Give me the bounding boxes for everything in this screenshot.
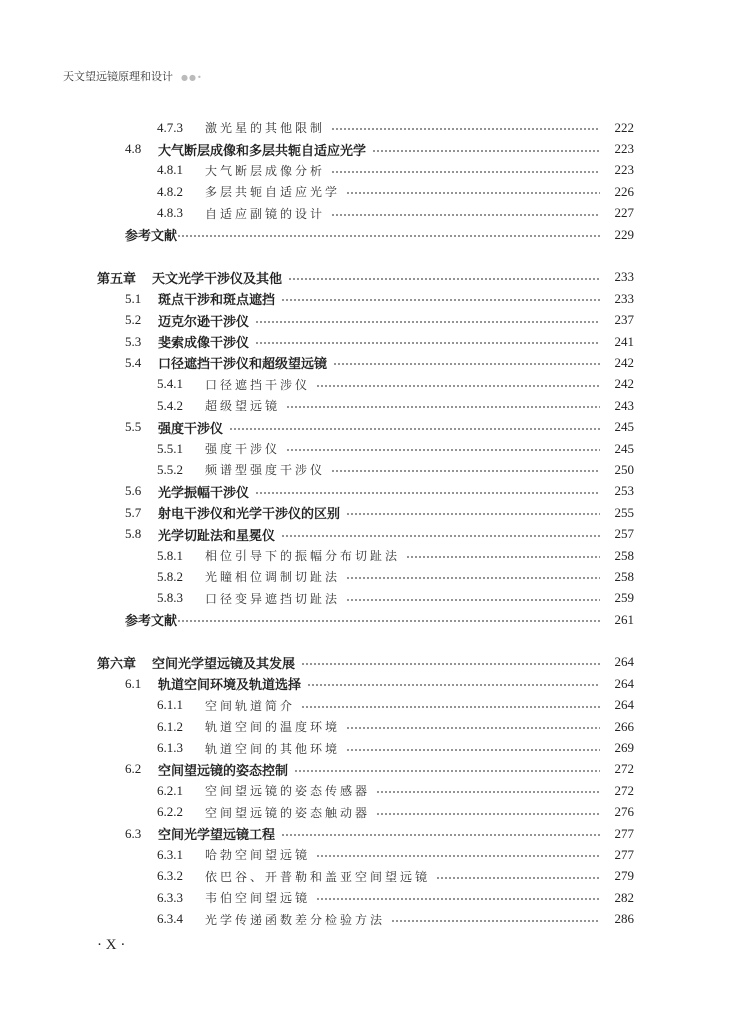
running-title: 天文望远镜原理和设计 [63,70,173,83]
entry-number: 4.8.2 [157,183,183,199]
dot-leader [346,577,600,579]
toc-entry[interactable] [0,588,730,609]
entry-page: 255 [614,504,634,520]
header-ornament: ●●• [181,73,203,82]
dot-leader [281,535,600,537]
entry-title: 口径变异遮挡切趾法 [205,591,341,606]
toc-spacer [0,245,730,266]
entry-number: 6.3.3 [157,889,183,905]
entry-title: 韦伯空间望远镜 [205,891,311,906]
entry-number: 6.1.2 [157,718,183,734]
entry-number: 5.8.2 [157,568,183,584]
dot-leader [286,449,600,451]
dot-leader [346,727,600,729]
toc-entry[interactable] [0,502,730,523]
entry-number: 5.3 [125,333,142,349]
entry-page: 258 [614,568,634,584]
toc-entry[interactable] [0,545,730,566]
toc-entry[interactable] [0,288,730,309]
entry-page: 223 [614,162,634,178]
entry-title: 光学传递函数差分检验方法 [205,912,386,927]
toc-entry[interactable] [0,138,730,159]
entry-title: 强度干涉仪 [205,442,281,457]
toc-chapter[interactable] [0,652,730,673]
toc-entry[interactable] [0,416,730,437]
entry-page: 257 [614,526,634,542]
entry-number: 5.2 [125,312,142,328]
dot-leader [286,406,600,408]
entry-title: 频谱型强度干涉仪 [205,463,326,478]
dot-leader [346,749,600,751]
entry-number: 6.1.1 [157,697,183,713]
toc-references[interactable] [0,224,730,245]
toc-entry[interactable] [0,438,730,459]
entry-number: 5.4.1 [157,376,183,392]
entry-number: 5.5 [125,419,142,435]
dot-leader [316,855,600,857]
entry-title: 大气断层成像分析 [205,163,326,178]
toc-entry[interactable] [0,395,730,416]
entry-title: 轨道空间的温度环境 [205,720,341,735]
entry-page: 250 [614,461,634,477]
entry-page: 222 [614,119,634,135]
toc-entry[interactable] [0,759,730,780]
entry-number: 第六章 [97,656,137,672]
entry-title: 口径遮挡干涉仪和超级望远镜 [158,357,328,373]
entry-number: 4.8 [125,141,142,157]
entry-page: 243 [614,397,634,413]
entry-title: 多层共轭自适应光学 [205,185,341,200]
dot-leader [301,706,600,708]
toc-chapter[interactable] [0,267,730,288]
entry-page: 272 [614,782,634,798]
entry-number: 6.2 [125,761,142,777]
entry-page: 241 [614,333,634,349]
dot-leader [406,556,600,558]
entry-page: 229 [614,226,634,242]
entry-title: 空间望远镜的姿态控制 [158,763,289,779]
entry-title: 射电干涉仪和光学干涉仪的区别 [158,507,341,523]
entry-page: 286 [614,911,634,927]
toc-entry[interactable] [0,310,730,331]
entry-number: 5.4 [125,354,142,370]
dot-leader [255,321,600,323]
entry-title: 超级望远镜 [205,399,281,414]
dot-leader [288,278,600,280]
entry-title: 轨道空间环境及轨道选择 [158,678,302,694]
dot-leader [281,299,600,301]
entry-page: 277 [614,825,634,841]
table-of-contents [0,117,730,930]
entry-number: 6.3.4 [157,911,183,927]
entry-number: 6.3.2 [157,868,183,884]
entry-title: 光学切趾法和星冕仪 [158,528,276,544]
dot-leader [376,813,600,815]
toc-entry[interactable] [0,887,730,908]
toc-entry[interactable] [0,117,730,138]
entry-number: 5.8 [125,526,142,542]
entry-page: 253 [614,483,634,499]
dot-leader [346,192,600,194]
toc-entry[interactable] [0,673,730,694]
entry-title: 斐索成像干涉仪 [158,336,250,352]
entry-page: 223 [614,141,634,157]
toc-entry[interactable] [0,203,730,224]
entry-number: 6.1.3 [157,740,183,756]
toc-entry[interactable] [0,737,730,758]
entry-page: 233 [614,269,634,285]
entry-number: 5.8.1 [157,547,183,563]
entry-title: 光学振幅干涉仪 [158,485,250,501]
entry-page: 242 [614,376,634,392]
entry-number: 5.7 [125,504,142,520]
entry-title: 迈克尔逊干涉仪 [158,314,250,330]
toc-entry[interactable] [0,331,730,352]
dot-leader [346,513,600,515]
dot-leader [331,470,600,472]
entry-page: 276 [614,804,634,820]
dot-leader [281,834,600,836]
dot-leader [376,791,600,793]
dot-leader [177,620,600,622]
entry-number: 5.5.1 [157,440,183,456]
entry-page: 259 [614,590,634,606]
entry-page: 245 [614,440,634,456]
entry-page: 264 [614,654,634,670]
dot-leader [316,898,600,900]
entry-number: 5.8.3 [157,590,183,606]
toc-entry[interactable] [0,866,730,887]
entry-number: 5.5.2 [157,461,183,477]
dot-leader [436,877,600,879]
dot-leader [255,492,600,494]
entry-page: 237 [614,312,634,328]
entry-page: 245 [614,419,634,435]
toc-references[interactable] [0,609,730,630]
dot-leader [229,428,600,430]
entry-page: 242 [614,354,634,370]
entry-title: 自适应副镜的设计 [205,206,326,221]
entry-number: 6.2.2 [157,804,183,820]
entry-title: 强度干涉仪 [158,421,224,437]
entry-page: 266 [614,718,634,734]
entry-title: 空间光学望远镜及其发展 [152,656,296,672]
entry-page: 272 [614,761,634,777]
dot-leader [391,920,600,922]
toc-entry[interactable] [0,374,730,395]
entry-title: 激光星的其他限制 [205,121,326,136]
entry-title: 天文光学干涉仪及其他 [152,271,283,287]
entry-number: 6.1 [125,675,142,691]
entry-number: 6.3.1 [157,846,183,862]
entry-page: 226 [614,183,634,199]
entry-title: 空间望远镜的姿态传感器 [205,784,371,799]
entry-page: 264 [614,697,634,713]
entry-number: 6.3 [125,825,142,841]
entry-page: 258 [614,547,634,563]
entry-title: 大气断层成像和多层共轭自适应光学 [158,143,367,159]
entry-number: 4.8.3 [157,205,183,221]
toc-entry[interactable] [0,695,730,716]
entry-page: 227 [614,205,634,221]
toc-entry[interactable] [0,459,730,480]
entry-title: 空间轨道简介 [205,698,296,713]
entry-page: 277 [614,846,634,862]
toc-spacer [0,630,730,651]
running-header [63,68,203,84]
toc-entry[interactable] [0,780,730,801]
dot-leader [331,214,600,216]
entry-title: 相位引导下的振幅分布切趾法 [205,549,401,563]
dot-leader [331,171,600,173]
toc-entry[interactable] [0,181,730,202]
entry-number: 4.7.3 [157,119,183,135]
toc-entry[interactable] [0,908,730,929]
entry-title: 光瞳相位调制切趾法 [205,570,341,585]
entry-title: 空间望远镜的姿态触动器 [205,805,371,820]
toc-entry[interactable] [0,523,730,544]
entry-title: 轨道空间的其他环境 [205,741,341,756]
entry-title: 斑点干涉和斑点遮挡 [158,293,276,309]
toc-entry[interactable] [0,802,730,823]
entry-title: 参考文献 [125,614,178,630]
entry-title: 空间光学望远镜工程 [158,828,276,844]
dot-leader [316,385,600,387]
dot-leader [331,128,600,130]
dot-leader [301,663,600,665]
entry-title: 哈勃空间望远镜 [205,848,311,863]
entry-number: 5.6 [125,483,142,499]
dot-leader [177,235,600,237]
entry-page: 264 [614,675,634,691]
entry-title: 依巴谷、开普勒和盖亚空间望远镜 [205,869,431,884]
entry-number: 6.2.1 [157,782,183,798]
dot-leader [307,684,600,686]
entry-page: 279 [614,868,634,884]
dot-leader [333,363,600,365]
dot-leader [255,342,600,344]
dot-leader [372,150,600,152]
toc-entry[interactable] [0,844,730,865]
toc-entry[interactable] [0,352,730,373]
toc-entry[interactable] [0,716,730,737]
entry-page: 269 [614,740,634,756]
entry-page: 261 [614,611,634,627]
entry-number: 第五章 [97,271,137,287]
dot-leader [346,599,600,601]
entry-number: 5.4.2 [157,397,183,413]
entry-title: 口径遮挡干涉仪 [205,377,311,392]
entry-page: 233 [614,290,634,306]
entry-number: 4.8.1 [157,162,183,178]
entry-page: 282 [614,889,634,905]
toc-entry[interactable] [0,160,730,181]
entry-number: 5.1 [125,290,142,306]
toc-entry[interactable] [0,481,730,502]
toc-entry[interactable] [0,566,730,587]
toc-entry[interactable] [0,823,730,844]
page-number: · X · [97,937,126,953]
entry-title: 参考文献 [125,229,178,245]
dot-leader [294,770,600,772]
